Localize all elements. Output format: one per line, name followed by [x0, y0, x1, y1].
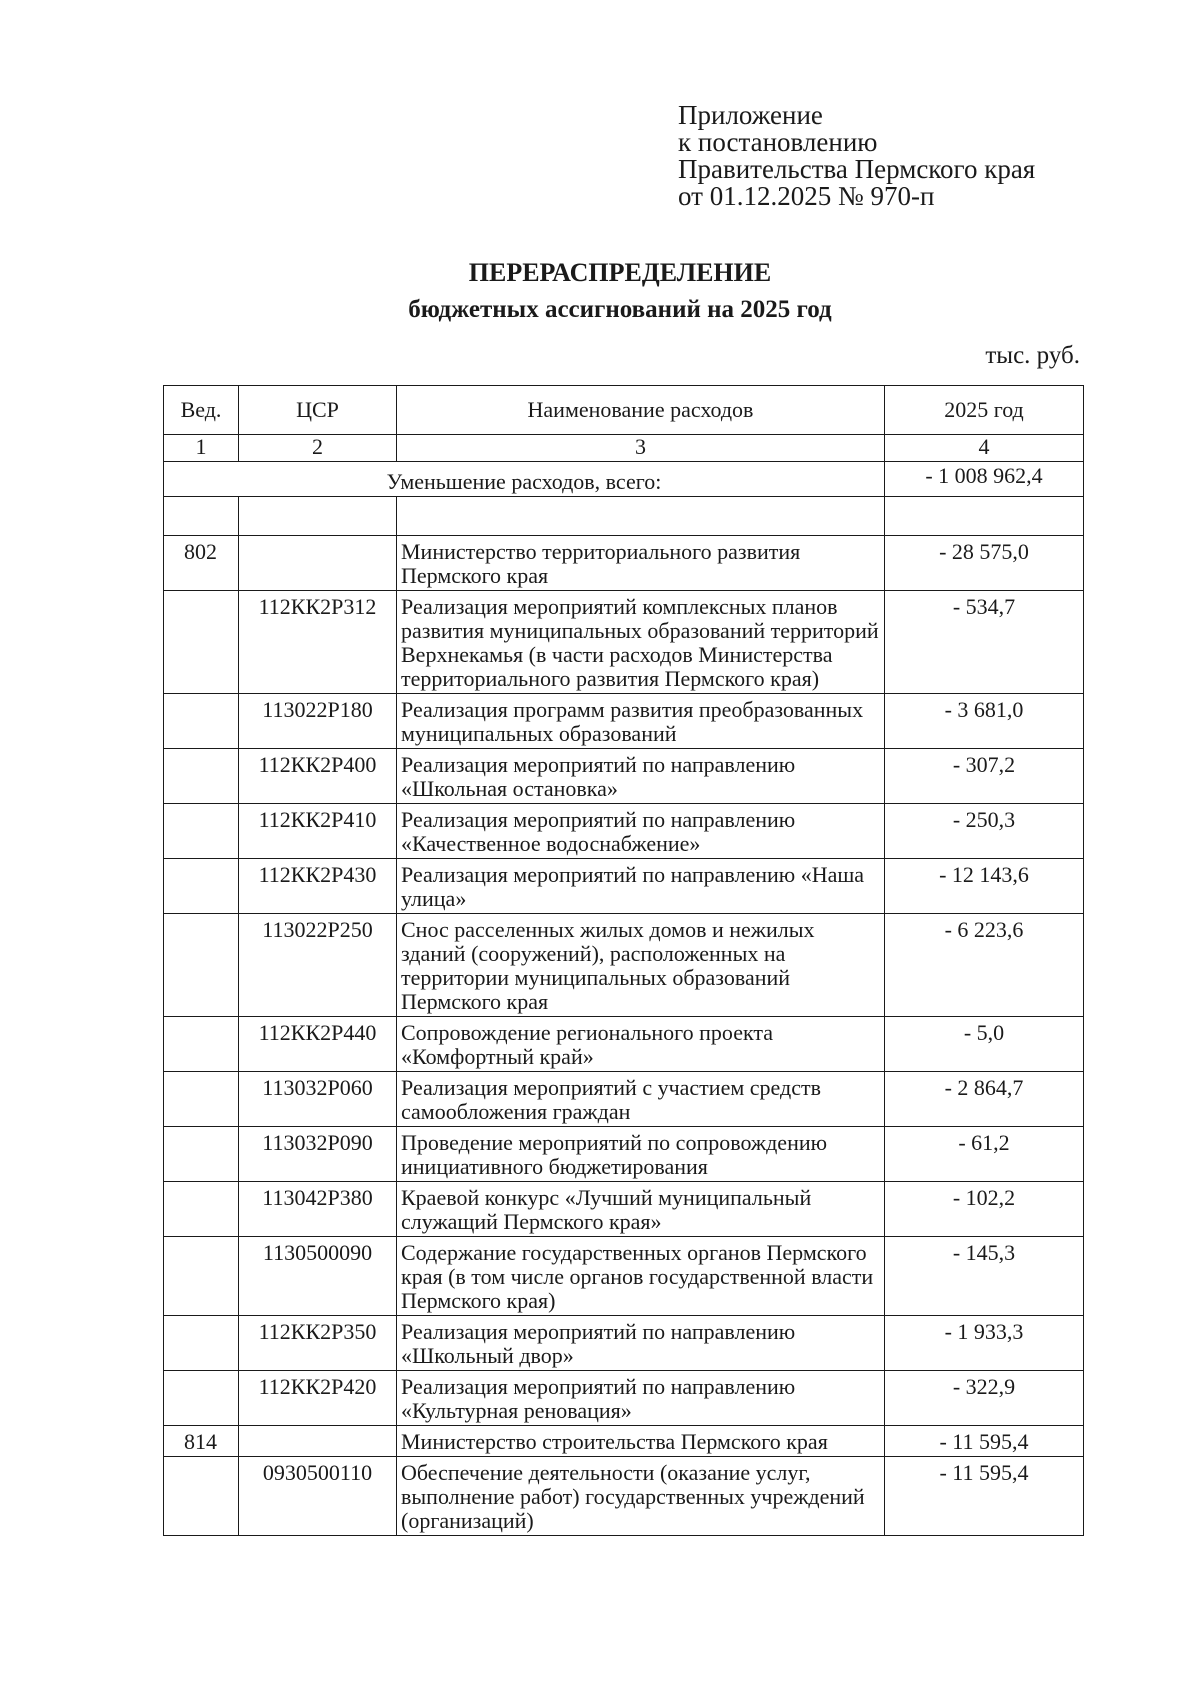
- row-ved: [164, 591, 239, 694]
- table-row: [164, 1426, 1084, 1457]
- row-name: Министерство территориального развития Пермского края: [397, 536, 885, 591]
- row-ved: [164, 1072, 239, 1127]
- row-amount: - 11 595,4: [885, 1426, 1084, 1457]
- row-ved: [164, 1457, 239, 1536]
- row-name: Министерство строительства Пермского края: [397, 1426, 885, 1457]
- row-amount: - 2 864,7: [885, 1072, 1084, 1127]
- row-amount: - 1 933,3: [885, 1316, 1084, 1371]
- row-name: Обеспечение деятельности (оказание услуг, выполнение работ) государственных учреждений (организаций): [397, 1457, 885, 1536]
- row-amount: - 3 681,0: [885, 694, 1084, 749]
- row-amount: - 307,2: [885, 749, 1084, 804]
- row-name: Реализация мероприятий комплексных планов развития муниципальных образований территорий Верхнекамья (в части расходов Министерства территориального развития Пермского края): [397, 591, 885, 694]
- column-number: 3: [397, 435, 885, 462]
- table-row: [164, 694, 1084, 749]
- row-ved: [164, 859, 239, 914]
- row-ved: [164, 1127, 239, 1182]
- row-csr: 112КК2Р440: [239, 1017, 397, 1072]
- row-name: Реализация мероприятий по направлению «Качественное водоснабжение»: [397, 804, 885, 859]
- column-number: 4: [885, 435, 1084, 462]
- total-label: Уменьшение расходов, всего:: [164, 462, 885, 497]
- table-row: [164, 749, 1084, 804]
- approval-block: [678, 102, 1035, 210]
- table-row: [164, 1457, 1084, 1536]
- row-ved: [164, 749, 239, 804]
- row-name: Краевой конкурс «Лучший муниципальный служащий Пермского края»: [397, 1182, 885, 1237]
- row-csr: 112КК2Р350: [239, 1316, 397, 1371]
- row-csr: 1130500090: [239, 1237, 397, 1316]
- document-subtitle: бюджетных ассигнований на 2025 год: [408, 296, 832, 323]
- table-row: [164, 804, 1084, 859]
- row-ved: 802: [164, 536, 239, 591]
- table-row: [164, 536, 1084, 591]
- row-name: Проведение мероприятий по сопровождению инициативного бюджетирования: [397, 1127, 885, 1182]
- row-ved: [164, 804, 239, 859]
- row-csr: 113032Р090: [239, 1127, 397, 1182]
- row-csr: 113042Р380: [239, 1182, 397, 1237]
- row-amount: - 11 595,4: [885, 1457, 1084, 1536]
- row-name: Реализация мероприятий с участием средств самообложения граждан: [397, 1072, 885, 1127]
- table-row: [164, 1316, 1084, 1371]
- table-row: [164, 859, 1084, 914]
- row-csr: 113022Р180: [239, 694, 397, 749]
- row-amount: - 102,2: [885, 1182, 1084, 1237]
- row-csr: [239, 536, 397, 591]
- row-amount: - 6 223,6: [885, 914, 1084, 1017]
- row-amount: - 5,0: [885, 1017, 1084, 1072]
- table-row: [164, 1237, 1084, 1316]
- table-row: [164, 1127, 1084, 1182]
- budget-table: [163, 385, 1084, 1536]
- row-amount: - 61,2: [885, 1127, 1084, 1182]
- column-number: 2: [239, 435, 397, 462]
- total-value: - 1 008 962,4: [885, 462, 1084, 497]
- row-amount: - 322,9: [885, 1371, 1084, 1426]
- column-number: 1: [164, 435, 239, 462]
- units-label: тыс. руб.: [985, 342, 1080, 369]
- row-csr: 112КК2Р410: [239, 804, 397, 859]
- row-name: Сопровождение регионального проекта «Комфортный край»: [397, 1017, 885, 1072]
- header-ved: Вед.: [164, 386, 239, 435]
- row-ved: [164, 1182, 239, 1237]
- row-name: Реализация мероприятий по направлению «Школьный двор»: [397, 1316, 885, 1371]
- row-ved: [164, 1371, 239, 1426]
- row-csr: 112КК2Р400: [239, 749, 397, 804]
- column-number-row: [164, 435, 1084, 462]
- total-row: [164, 462, 1084, 497]
- row-name: Реализация программ развития преобразованных муниципальных образований: [397, 694, 885, 749]
- approval-line: Приложение: [678, 100, 823, 130]
- document-title: ПЕРЕРАСПРЕДЕЛЕНИЕ: [468, 258, 772, 287]
- row-name: Реализация мероприятий по направлению «Культурная реновация»: [397, 1371, 885, 1426]
- table-row: [164, 1017, 1084, 1072]
- row-amount: - 145,3: [885, 1237, 1084, 1316]
- row-csr: 112КК2Р420: [239, 1371, 397, 1426]
- table-row: [164, 1072, 1084, 1127]
- row-name: Реализация мероприятий по направлению «Наша улица»: [397, 859, 885, 914]
- row-amount: - 12 143,6: [885, 859, 1084, 914]
- table-row: [164, 1371, 1084, 1426]
- row-name: Снос расселенных жилых домов и нежилых зданий (сооружений), расположенных на территории муниципальных образований Пермского края: [397, 914, 885, 1017]
- row-amount: - 250,3: [885, 804, 1084, 859]
- row-csr: [239, 1426, 397, 1457]
- row-ved: [164, 1237, 239, 1316]
- row-amount: - 28 575,0: [885, 536, 1084, 591]
- row-ved: [164, 694, 239, 749]
- row-csr: 113022Р250: [239, 914, 397, 1017]
- row-name: Реализация мероприятий по направлению «Школьная остановка»: [397, 749, 885, 804]
- header-year: 2025 год: [885, 386, 1084, 435]
- row-csr: 112КК2Р430: [239, 859, 397, 914]
- row-ved: [164, 914, 239, 1017]
- row-name: Содержание государственных органов Пермского края (в том числе органов государственной власти Пермского края): [397, 1237, 885, 1316]
- approval-line: Правительства Пермского края: [678, 154, 1036, 184]
- table-header-row: [164, 386, 1084, 435]
- row-ved: [164, 1017, 239, 1072]
- approval-line: к постановлению: [678, 127, 878, 157]
- table-row: [164, 914, 1084, 1017]
- header-csr: ЦСР: [239, 386, 397, 435]
- header-name: Наименование расходов: [397, 386, 885, 435]
- row-csr: 0930500110: [239, 1457, 397, 1536]
- row-ved: 814: [164, 1426, 239, 1457]
- blank-row: [164, 497, 1084, 536]
- table-row: [164, 591, 1084, 694]
- row-ved: [164, 1316, 239, 1371]
- approval-line: от 01.12.2025 № 970-п: [678, 181, 935, 211]
- row-csr: 113032Р060: [239, 1072, 397, 1127]
- table-row: [164, 1182, 1084, 1237]
- row-amount: - 534,7: [885, 591, 1084, 694]
- row-csr: 112КК2Р312: [239, 591, 397, 694]
